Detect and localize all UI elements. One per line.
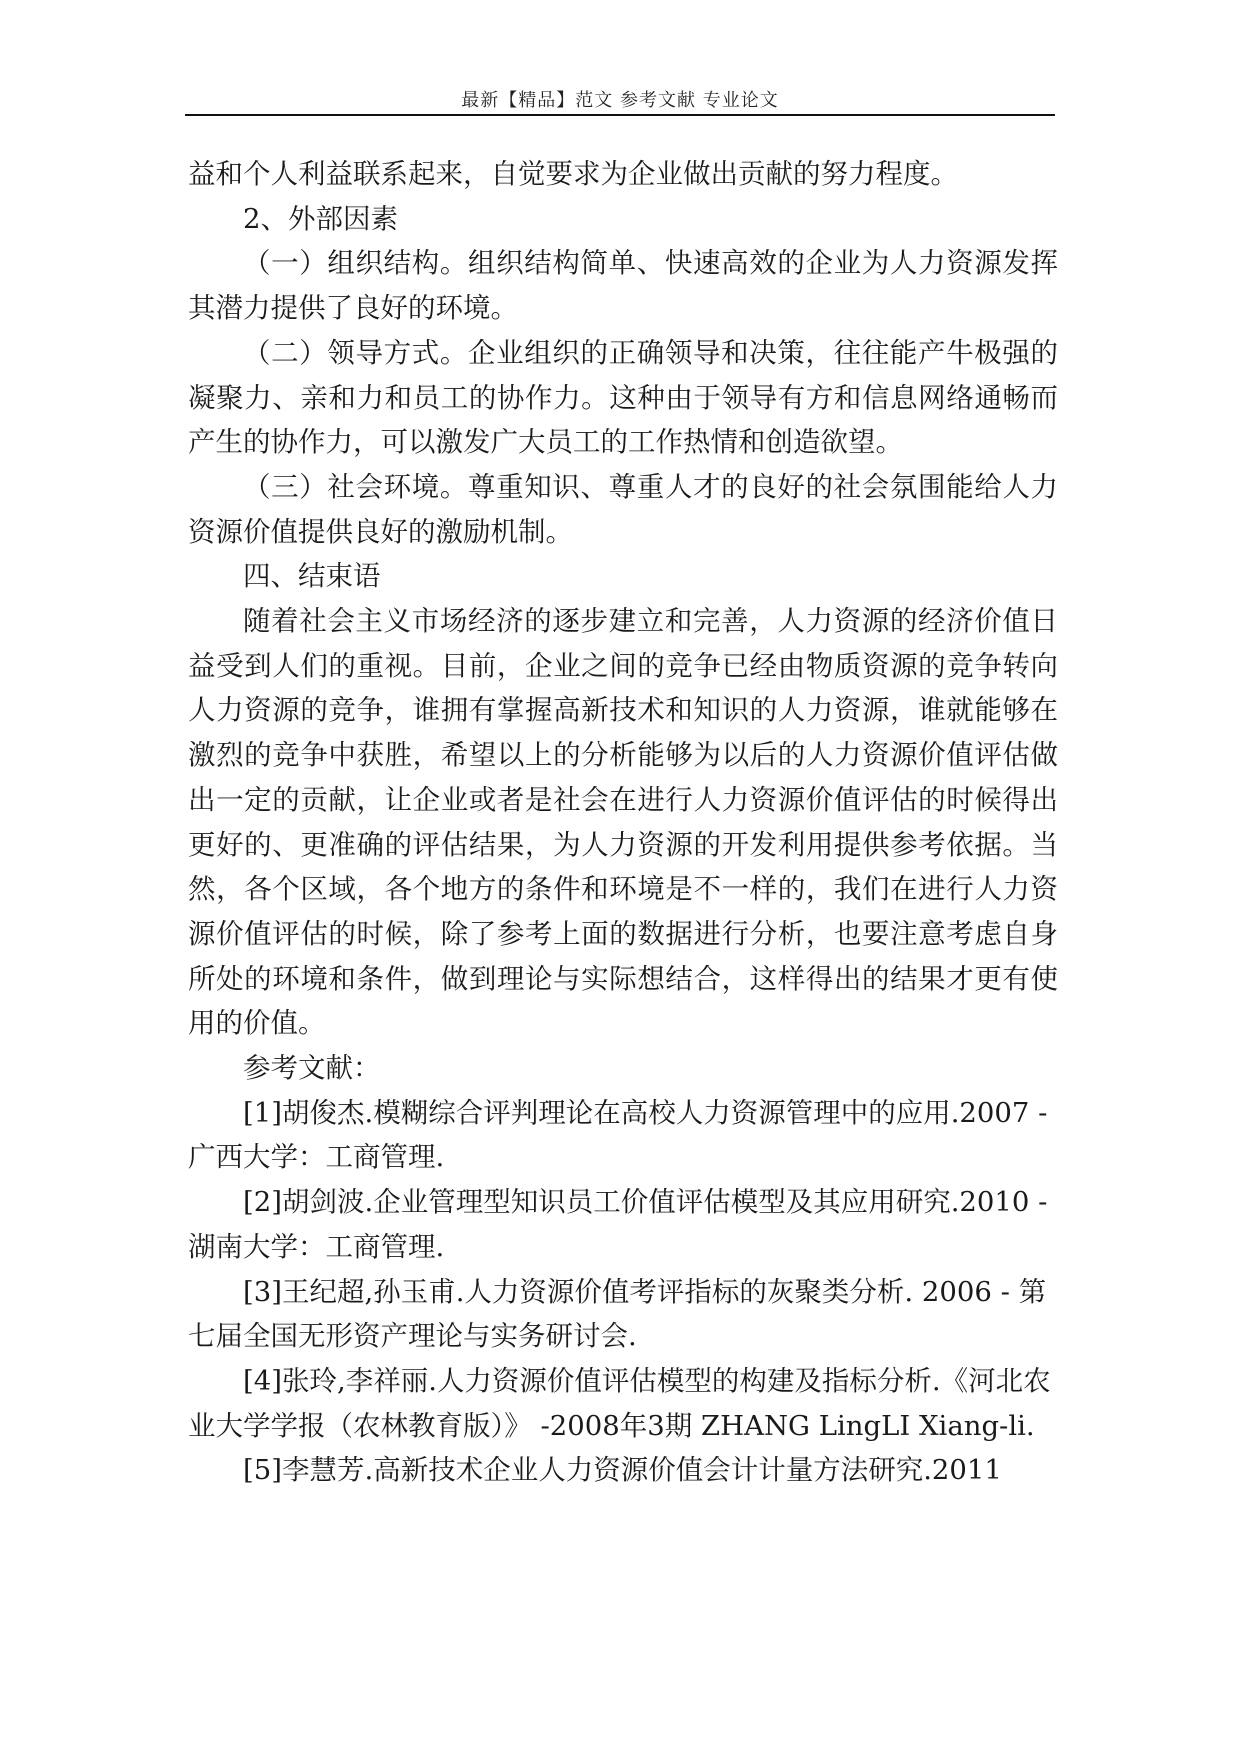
reference-item: [1]胡俊杰.模糊综合评判理论在高校人力资源管理中的应用.2007 - 广西大学：工商管理.: [188, 1096, 1048, 1174]
page-header: 最新【精品】范文 参考文献 专业论文: [461, 90, 779, 111]
paragraph: 益和个人利益联系起来，自觉要求为企业做出贡献的努力程度。: [188, 158, 958, 190]
paragraph: （一）组织结构。组织结构简单、快速高效的企业为人力资源发挥其潜力提供了良好的环境。: [188, 247, 1058, 325]
paragraph: （二）领导方式。企业组织的正确领导和决策，往往能产牛极强的凝聚力、亲和力和员工的协作力。这种由于领导有方和信息网络通畅而产生的协作力，可以激发广大员工的工作热情和创造欲望。: [188, 336, 1058, 459]
document-body: [188, 152, 1058, 1493]
section-heading: 四、结束语: [243, 560, 381, 593]
paragraph: （三）社会环境。尊重知识、尊重人才的良好的社会氛围能给人力资源价值提供良好的激励机制。: [188, 470, 1058, 548]
reference-item: [2]胡剑波.企业管理型知识员工价值评估模型及其应用研究.2010 - 湖南大学：工商管理.: [188, 1186, 1048, 1263]
paragraph: 随着社会主义市场经济的逐步建立和完善，人力资源的经济价值日益受到人们的重视。目前，企业之间的竞争已经由物质资源的竞争转向人力资源的竞争，谁拥有掌握高新技术和知识的人力资源，谁就能够在激烈的竞争中获胜，希望以上的分析能够为以后的人力资源价值评估做出一定的贡献，让企业或者是社会在进行人力资源价值评估的时候得出更好的、更准确的评估结果，为人力资源的开发利用提供参考依据。当然，各个区域，各个地方的条件和环境是不一样的，我们在进行人力资源价值评估的时候，除了参考上面的数据进行分析，也要注意考虑自身所处的环境和条件，做到理论与实际想结合，这样得出的结果才更有使用的价值。: [188, 605, 1058, 1040]
header-divider: [185, 114, 1055, 116]
references-heading: 参考文献：: [243, 1052, 381, 1085]
reference-item: [3]王纪超,孙玉甫.人力资源价值考评指标的灰聚类分析. 2006 - 第七届全国无形资产理论与实务研讨会.: [188, 1275, 1047, 1353]
reference-item: [4]张玲,李祥丽.人力资源价值评估模型的构建及指标分析.《河北农业大学学报（农林教育版）》 -2008年3期 ZHANG LingLI Xiang-li.: [188, 1364, 1051, 1442]
reference-item: [5]李慧芳.高新技术企业人力资源价值会计计量方法研究.2011: [243, 1454, 1002, 1487]
section-heading: 2、外部因素: [243, 202, 398, 235]
